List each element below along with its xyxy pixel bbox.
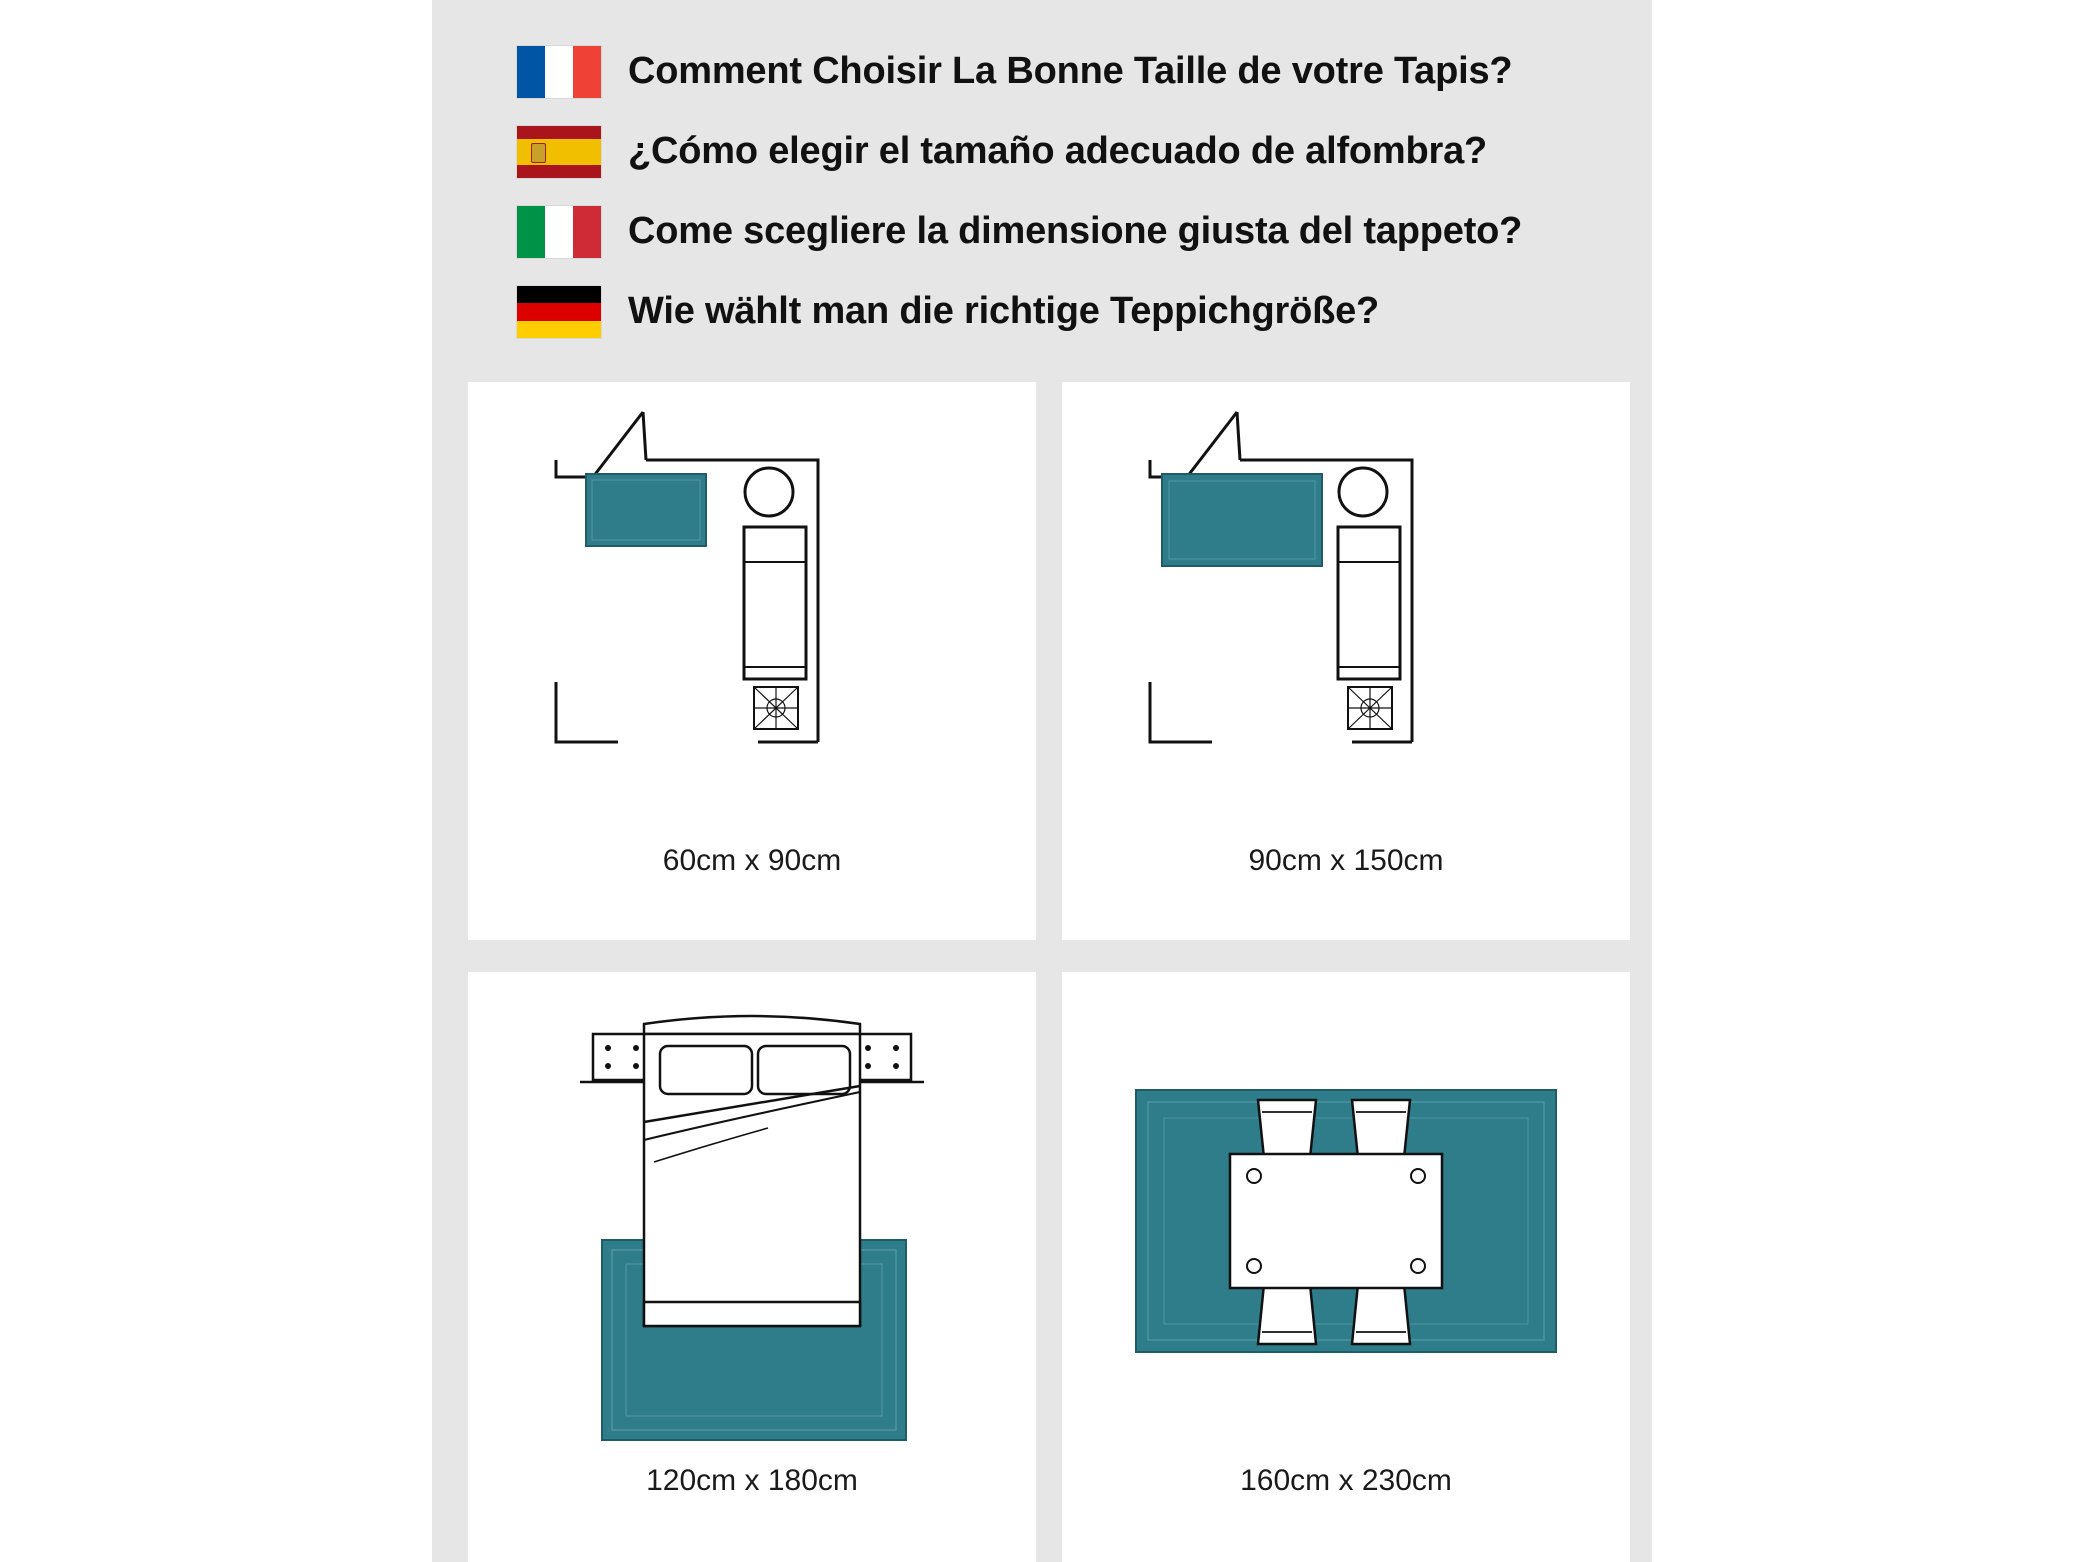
flag-germany-icon: [516, 285, 602, 339]
card-caption-60x90: 60cm x 90cm: [662, 844, 842, 877]
headline-row-german: [516, 276, 1636, 348]
headline-text-italian: Come scegliere la dimensione giusta del tappeto?: [628, 210, 1523, 253]
headline-row-spanish: [516, 116, 1636, 188]
card-caption-120x180: 120cm x 180cm: [646, 1464, 858, 1497]
card-160x230: [1062, 972, 1630, 1562]
flag-france-icon: [516, 45, 602, 99]
card-120x180: [468, 972, 1036, 1562]
headings-block: [516, 36, 1636, 356]
headline-text-french: Comment Choisir La Bonne Taille de votre Tapis?: [628, 50, 1513, 93]
headline-text-german: Wie wählt man die richtige Teppichgröße?: [628, 290, 1380, 333]
headline-row-french: [516, 36, 1636, 108]
headline-row-italian: [516, 196, 1636, 268]
card-60x90: [468, 382, 1036, 940]
card-90x150: [1062, 382, 1630, 940]
headline-text-spanish: ¿Cómo elegir el tamaño adecuado de alfombra?: [628, 130, 1488, 173]
card-caption-160x230: 160cm x 230cm: [1240, 1464, 1452, 1497]
flag-spain-icon: [516, 125, 602, 179]
flag-italy-icon: [516, 205, 602, 259]
card-caption-90x150: 90cm x 150cm: [1248, 844, 1444, 877]
